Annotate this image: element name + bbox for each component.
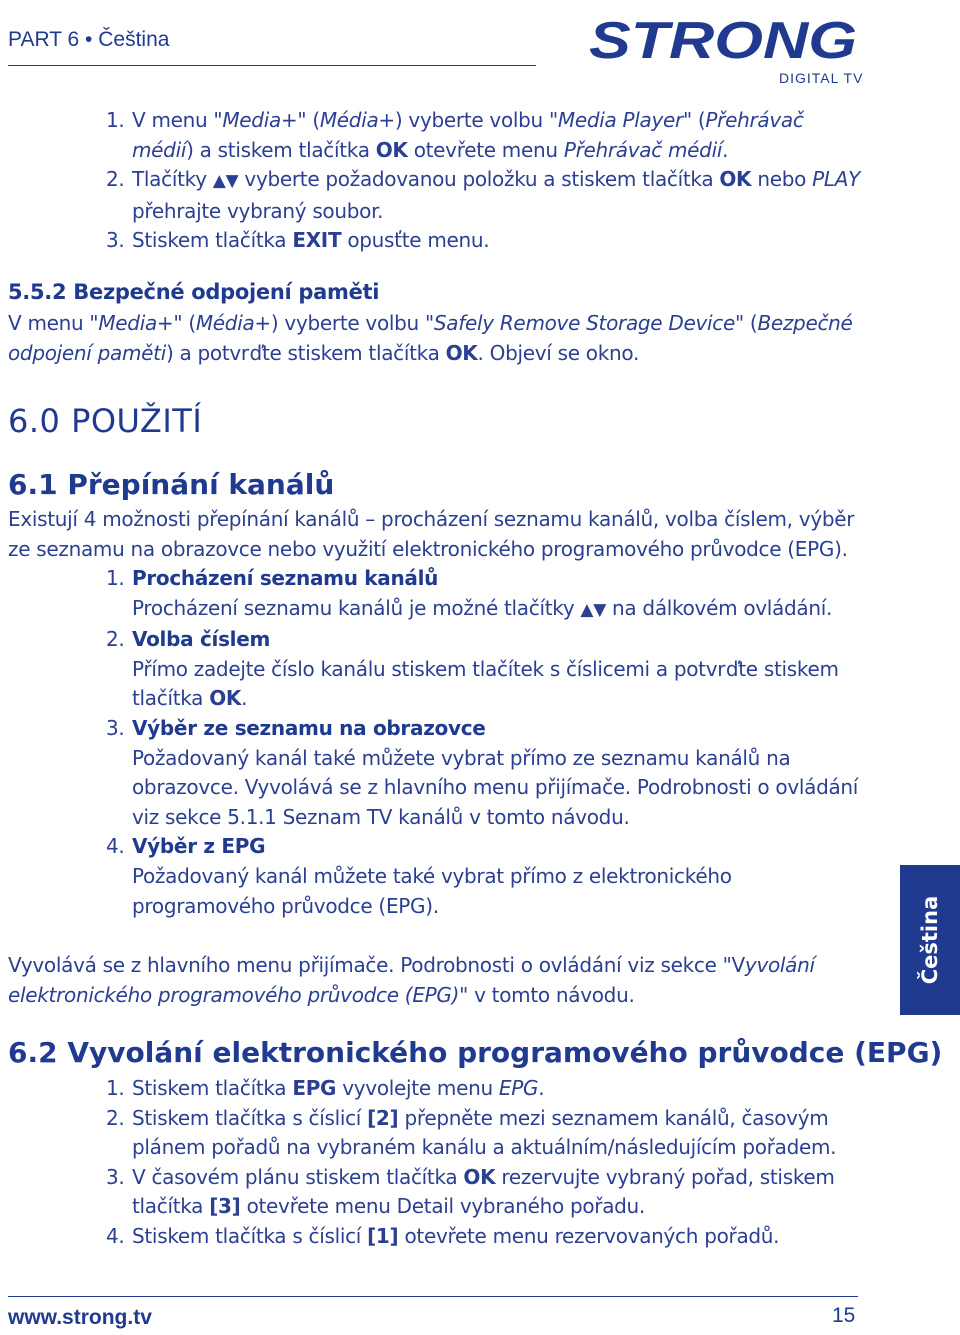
list-item-number: 2. xyxy=(106,627,125,652)
list-item-text: Procházení seznamu kanálů je možné tlačítky ▲▼ na dálkovém ovládání. xyxy=(132,595,833,620)
list-item xyxy=(100,106,860,165)
list-item-number: 3. xyxy=(106,1164,125,1189)
list-item xyxy=(100,1104,860,1163)
list-item-number: 2. xyxy=(106,1105,125,1130)
language-side-tab xyxy=(900,865,960,1015)
section-6-1-outro: Vyvolává se z hlavního menu přijímače. Podrobnosti o ovládání viz sekce "Vyvolání elektronického programového průvodce (EPG)" v tomto návodu. xyxy=(8,953,815,1007)
list-item xyxy=(100,165,860,226)
section-6-1-title: 6.1 Přepínání kanálů xyxy=(8,468,335,501)
list-item-text: Požadovaný kanál můžete také vybrat přímo z elektronického programového průvodce (EPG). xyxy=(132,863,732,918)
list-item xyxy=(100,564,860,625)
list-item-title: Procházení seznamu kanálů xyxy=(132,566,439,590)
epg-steps xyxy=(100,1074,860,1252)
section-5-5-2-title: 5.5.2 Bezpečné odpojení paměti xyxy=(8,280,380,304)
list-item xyxy=(100,1222,860,1252)
list-item-text: Stiskem tlačítka s číslicí [2] přepněte mezi seznamem kanálů, časovým plánem pořadů na vybraném kanálu a aktuálním/následujícím pořadem. xyxy=(132,1105,837,1160)
list-item-title: Výběr ze seznamu na obrazovce xyxy=(132,715,486,740)
list-item-text: Stiskem tlačítka EXIT opusťte menu. xyxy=(132,228,490,253)
section-6-1-intro: Existují 4 možnosti přepínání kanálů – procházení seznamu kanálů, volba číslem, výběr ze seznamu na obrazovce nebo využití elektronického programového průvodce (EPG). xyxy=(8,507,855,561)
strong-logo xyxy=(585,8,860,68)
list-item-number: 1. xyxy=(106,1076,125,1100)
logo-subtitle: DIGITAL TV xyxy=(779,70,864,86)
list-item-text: Požadovaný kanál také můžete vybrat přímo ze seznamu kanálů na obrazovce. Vyvolává se z hlavního menu přijímače. Podrobnosti o ovládání viz sekce 5.1.1 Seznam TV kanálů v tomto návodu. xyxy=(132,745,859,829)
footer-url[interactable]: www.strong.tv xyxy=(8,1306,152,1329)
side-tab-label: Čeština xyxy=(918,895,942,985)
channel-switch-options xyxy=(100,564,860,921)
list-item-title: Volba číslem xyxy=(132,627,271,652)
list-item-text: Přímo zadejte číslo kanálu stiskem tlačítek s číslicemi a potvrďte stiskem tlačítka OK. xyxy=(132,656,839,711)
list-item xyxy=(100,625,860,714)
list-item-text: Tlačítky ▲▼ vyberte požadovanou položku a stiskem tlačítka OK nebo PLAY přehrajte vybraný soubor. xyxy=(132,167,860,223)
page-number: 15 xyxy=(832,1304,856,1327)
list-item xyxy=(100,1074,860,1104)
list-item-number: 2. xyxy=(106,167,125,192)
section-6-2-title: 6.2 Vyvolání elektronického programového průvodce (EPG) xyxy=(8,1036,943,1069)
list-item xyxy=(100,714,860,832)
list-item-number: 4. xyxy=(106,1223,125,1248)
list-item-text: Stiskem tlačítka EPG vyvolejte menu EPG. xyxy=(132,1076,545,1100)
list-item-number: 3. xyxy=(106,228,125,253)
list-item-number: 3. xyxy=(106,715,125,740)
list-item xyxy=(100,832,860,921)
list-item-text: V časovém plánu stiskem tlačítka OK rezervujte vybraný pořad, stiskem tlačítka [3] otevřete menu Detail vybraného pořadu. xyxy=(132,1164,835,1219)
logo-text: STRONG xyxy=(589,12,857,68)
list-item xyxy=(100,226,860,256)
list-item xyxy=(100,1163,860,1222)
list-item-title: Výběr z EPG xyxy=(132,834,266,859)
list-item-number: 1. xyxy=(106,108,125,132)
chapter-title: 6.0 POUŽITÍ xyxy=(8,402,203,440)
list-item-text: V menu "Media+" (Média+) vyberte volbu "Media Player" (Přehrávač médií) a stiskem tlačítka OK otevřete menu Přehrávač médií. xyxy=(132,108,804,162)
list-item-text: Stiskem tlačítka s číslicí [1] otevřete menu rezervovaných pořadů. xyxy=(132,1223,780,1248)
section-5-5-2-body: V menu "Media+" (Média+) vyberte volbu "Safely Remove Storage Device" (Bezpečné odpojení paměti) a potvrďte stiskem tlačítka OK. Objeví se okno. xyxy=(8,311,853,365)
list-item-number: 4. xyxy=(106,834,125,859)
media-player-steps xyxy=(100,106,860,256)
header-rule xyxy=(8,65,536,66)
footer-rule xyxy=(8,1296,858,1297)
header-part-label: PART 6 • Čeština xyxy=(8,28,170,51)
list-item-number: 1. xyxy=(106,566,125,590)
